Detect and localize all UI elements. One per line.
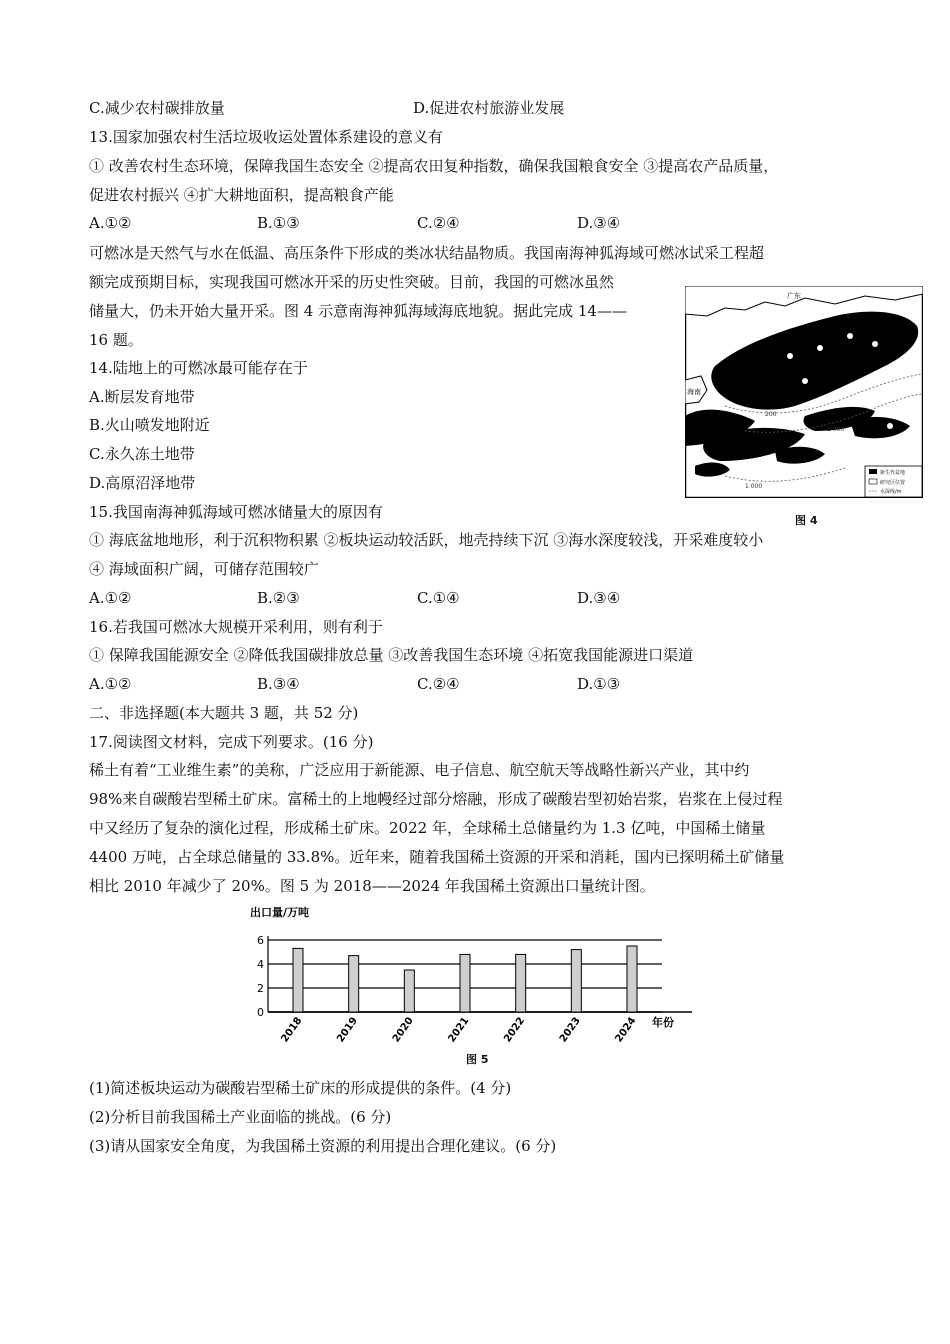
q16-options [89, 674, 689, 694]
q13-option-d: D.③④ [577, 214, 621, 232]
section2-heading: 二、非选择题(本大题共 3 题，共 52 分) [89, 704, 359, 722]
q13-option-b: B.①③ [257, 214, 300, 232]
x-tick-label: 2024 [613, 1015, 639, 1045]
legend-basin: 新生代盆地 [880, 470, 906, 476]
y-tick-label: 6 [257, 934, 264, 947]
figure5-caption: 图 5 [466, 1053, 489, 1066]
q14-option-d: D.高原沼泽地带 [89, 474, 196, 492]
y-axis-label: 出口量/万吨 [250, 906, 310, 919]
legend-study-area: 研究区位置 [880, 480, 906, 486]
q13-statement-line2: 促进农村振兴 ④扩大耕地面积，提高粮食产能 [89, 186, 394, 204]
q17-material-line1: 稀土有着“工业维生素”的美称，广泛应用于新能源、电子信息、航空航天等战略性新兴产业，其中约 [89, 761, 750, 779]
x-tick-label: 2023 [557, 1015, 583, 1045]
figure4-caption: 图 4 [795, 514, 818, 527]
q17-sub2: (2)分析目前我国稀土产业面临的挑战。(6 分) [89, 1108, 392, 1126]
q14-option-a: A.断层发育地带 [89, 388, 195, 406]
study-area-marker [887, 423, 893, 429]
figure5-export-chart [250, 902, 710, 1052]
study-area-marker [802, 378, 808, 384]
legend-depth-line: 水深线/m [880, 489, 902, 495]
depth-label-1000-b: 1 000 [745, 483, 763, 490]
q14-option-c: C.永久冻土地带 [89, 445, 195, 463]
y-tick-label: 2 [257, 982, 264, 995]
bar-2023 [571, 950, 581, 1012]
q16-stem: 16.若我国可燃冰大规模开采利用，则有利于 [89, 618, 383, 636]
depth-label-1000-a: 1 000 [827, 426, 845, 433]
bar-2021 [460, 954, 470, 1012]
depth-label-200: 200 [765, 411, 777, 418]
q15-option-d: D.③④ [577, 589, 621, 607]
q14-option-b: B.火山喷发地附近 [89, 416, 210, 434]
bar-2019 [349, 956, 359, 1012]
q17-stem: 17.阅读图文材料，完成下列要求。(16 分) [89, 733, 374, 751]
study-area-marker [847, 333, 853, 339]
passage-line4: 16 题。 [89, 331, 143, 349]
bar-2018 [293, 948, 303, 1012]
q16-statement-line1: ① 保障我国能源安全 ②降低我国碳排放总量 ③改善我国生态环境 ④拓宽我国能源进口渠道 [89, 646, 694, 664]
q15-statement-line2: ④ 海域面积广阔，可储存范围较广 [89, 560, 319, 578]
x-axis-label: 年份 [652, 1016, 674, 1029]
q13-statement-line1: ① 改善农村生态环境，保障我国生态安全 ②提高农田复种指数，确保我国粮食安全 ③提高农产品质量， [89, 157, 779, 175]
bar-2022 [516, 954, 526, 1012]
x-tick-label: 2022 [502, 1015, 528, 1045]
q13-option-c: C.②④ [417, 214, 460, 232]
x-tick-label: 2021 [446, 1015, 472, 1045]
q17-sub3: (3)请从国家安全角度，为我国稀土资源的利用提出合理化建议。(6 分) [89, 1137, 557, 1155]
q15-statement-line1: ① 海底盆地地形，利于沉积物积累 ②板块运动较活跃，地壳持续下沉 ③海水深度较浅，开采难度较小 [89, 531, 764, 549]
q15-stem: 15.我国南海神狐海域可燃冰储量大的原因有 [89, 503, 383, 521]
x-tick-label: 2018 [279, 1015, 305, 1045]
q17-sub1: (1)简述板块运动为碳酸岩型稀土矿床的形成提供的条件。(4 分) [89, 1079, 512, 1097]
study-area-marker [817, 345, 823, 351]
q12-option-d: D.促进农村旅游业发展 [413, 99, 565, 117]
q17-material-line3: 中又经历了复杂的演化过程，形成稀土矿床。2022 年，全球稀土总储量约为 1.3 亿吨，中国稀土储量 [89, 819, 766, 837]
q12-option-c: C.减少农村碳排放量 [89, 99, 225, 117]
q13-options [89, 213, 689, 233]
q13-stem: 13.国家加强农村生活垃圾收运处置体系建设的意义有 [89, 128, 443, 146]
bar-2020 [404, 970, 414, 1012]
bar-2024 [627, 946, 637, 1012]
passage-line1: 可燃冰是天然气与水在低温、高压条件下形成的类冰状结晶物质。我国南海神狐海域可燃冰试采工程超 [89, 244, 765, 262]
study-area-marker [787, 353, 793, 359]
passage-line2: 额完成预期目标，实现我国可燃冰开采的历史性突破。目前，我国的可燃冰虽然 [89, 273, 615, 291]
q15-options [89, 588, 689, 608]
study-area-marker [872, 341, 878, 347]
figure4-seafloor-map [685, 286, 923, 498]
q16-option-b: B.③④ [257, 675, 300, 693]
q16-option-d: D.①③ [577, 675, 621, 693]
q13-option-a: A.①② [89, 214, 132, 232]
q15-option-b: B.②③ [257, 589, 300, 607]
q17-material-line2: 98%来自碳酸岩型稀土矿床。富稀土的上地幔经过部分熔融，形成了碳酸岩型初始岩浆，岩浆在上侵过程 [89, 790, 783, 808]
q15-option-c: C.①④ [417, 589, 460, 607]
passage-line3: 储量大，仍未开始大量开采。图 4 示意南海神狐海域海底地貌。据此完成 14—— [89, 302, 627, 320]
label-hainan: 海南 [687, 388, 701, 396]
y-tick-label: 0 [257, 1006, 264, 1019]
q17-material-line4: 4400 万吨，占全球总储量的 33.8%。近年来，随着我国稀土资源的开采和消耗，国内已探明稀土矿储量 [89, 848, 785, 866]
q16-option-c: C.②④ [417, 675, 460, 693]
q14-stem: 14.陆地上的可燃冰最可能存在于 [89, 359, 308, 377]
x-tick-label: 2020 [390, 1015, 416, 1045]
x-tick-label: 2019 [335, 1015, 361, 1045]
q16-option-a: A.①② [89, 675, 132, 693]
q17-material-line5: 相比 2010 年减少了 20%。图 5 为 2018——2024 年我国稀土资源出口量统计图。 [89, 877, 655, 895]
y-tick-label: 4 [257, 958, 264, 971]
q15-option-a: A.①② [89, 589, 132, 607]
label-guangdong: 广东 [787, 292, 801, 300]
